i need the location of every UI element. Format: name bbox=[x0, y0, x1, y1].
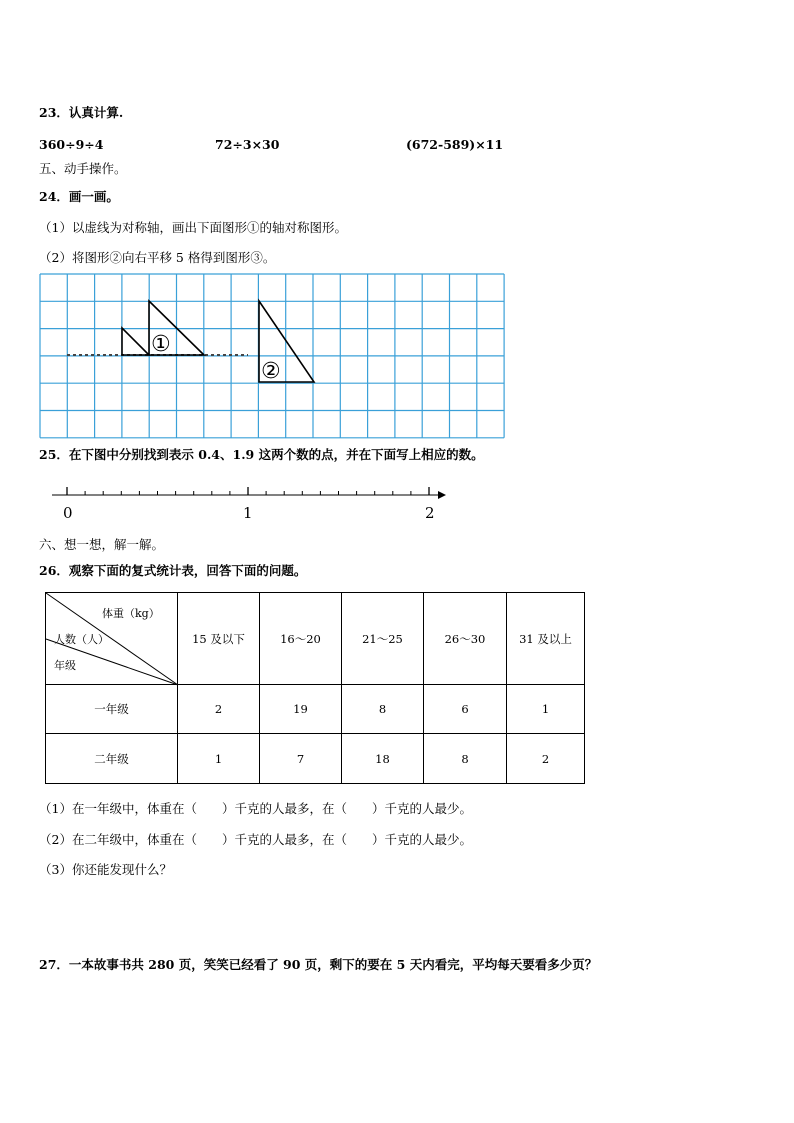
shape-1-large-triangle bbox=[149, 301, 204, 355]
q24-title: 24．画一画。 bbox=[39, 189, 119, 204]
header-cell: 26～30 bbox=[424, 593, 507, 685]
shape-1-small-triangle bbox=[122, 328, 149, 355]
value-cell: 6 bbox=[424, 685, 507, 734]
calc-item-1: 360÷9÷4 bbox=[39, 137, 104, 152]
number-line-label-1: 1 bbox=[243, 504, 253, 522]
grade-cell: 一年级 bbox=[46, 685, 178, 734]
table-row bbox=[46, 685, 585, 734]
value-cell: 8 bbox=[342, 685, 424, 734]
value-cell: 2 bbox=[507, 734, 585, 784]
q26-sub3: （3）你还能发现什么？ bbox=[39, 862, 172, 877]
section-6-heading: 六、想一想，解一解。 bbox=[39, 537, 165, 552]
table-header-row bbox=[46, 593, 585, 685]
value-cell: 1 bbox=[507, 685, 585, 734]
weight-stats-table bbox=[45, 592, 585, 784]
value-cell: 8 bbox=[424, 734, 507, 784]
q24-sub1: （1）以虚线为对称轴，画出下面图形①的轴对称图形。 bbox=[39, 220, 347, 235]
section-5-heading: 五、动手操作。 bbox=[39, 161, 127, 176]
value-cell: 2 bbox=[178, 685, 260, 734]
calc-item-3: (672-589)×11 bbox=[406, 137, 504, 152]
q26-sub1: （1）在一年级中，体重在（ ）千克的人最多，在（ ）千克的人最少。 bbox=[39, 801, 472, 816]
q23-title: 23．认真计算. bbox=[39, 105, 124, 120]
shape-2-label: ② bbox=[261, 359, 281, 384]
shape-1-label: ① bbox=[151, 332, 171, 357]
corner-label-count: 人数（人） bbox=[54, 633, 109, 646]
corner-label-weight: 体重（kg） bbox=[102, 607, 160, 620]
q26-sub2: （2）在二年级中，体重在（ ）千克的人最多，在（ ）千克的人最少。 bbox=[39, 832, 472, 847]
number-line-arrow bbox=[438, 491, 446, 499]
calc-item-2: 72÷3×30 bbox=[215, 137, 280, 152]
square-grid bbox=[40, 274, 504, 438]
q27-title: 27．一本故事书共 280 页，笑笑已经看了 90 页，剩下的要在 5 天内看完，平均每天要看多少页？ bbox=[39, 957, 598, 972]
shape-2-triangle bbox=[259, 301, 314, 382]
value-cell: 7 bbox=[260, 734, 342, 784]
value-cell: 19 bbox=[260, 685, 342, 734]
grade-cell: 二年级 bbox=[46, 734, 178, 784]
q26-title: 26．观察下面的复式统计表，回答下面的问题。 bbox=[39, 563, 307, 578]
header-cell: 15 及以下 bbox=[178, 593, 260, 685]
number-line-label-0: 0 bbox=[63, 504, 73, 522]
header-cell: 16～20 bbox=[260, 593, 342, 685]
value-cell: 18 bbox=[342, 734, 424, 784]
q24-sub2: （2）将图形②向右平移 5 格得到图形③。 bbox=[39, 250, 276, 265]
corner-header-cell bbox=[46, 593, 178, 685]
value-cell: 1 bbox=[178, 734, 260, 784]
number-line-ticks bbox=[67, 487, 429, 495]
table-row bbox=[46, 734, 585, 784]
header-cell: 31 及以上 bbox=[507, 593, 585, 685]
header-cell: 21～25 bbox=[342, 593, 424, 685]
q25-title: 25．在下图中分别找到表示 0.4、1.9 这两个数的点，并在下面写上相应的数。 bbox=[39, 447, 484, 462]
corner-label-grade: 年级 bbox=[54, 659, 76, 672]
number-line-label-2: 2 bbox=[425, 504, 435, 522]
